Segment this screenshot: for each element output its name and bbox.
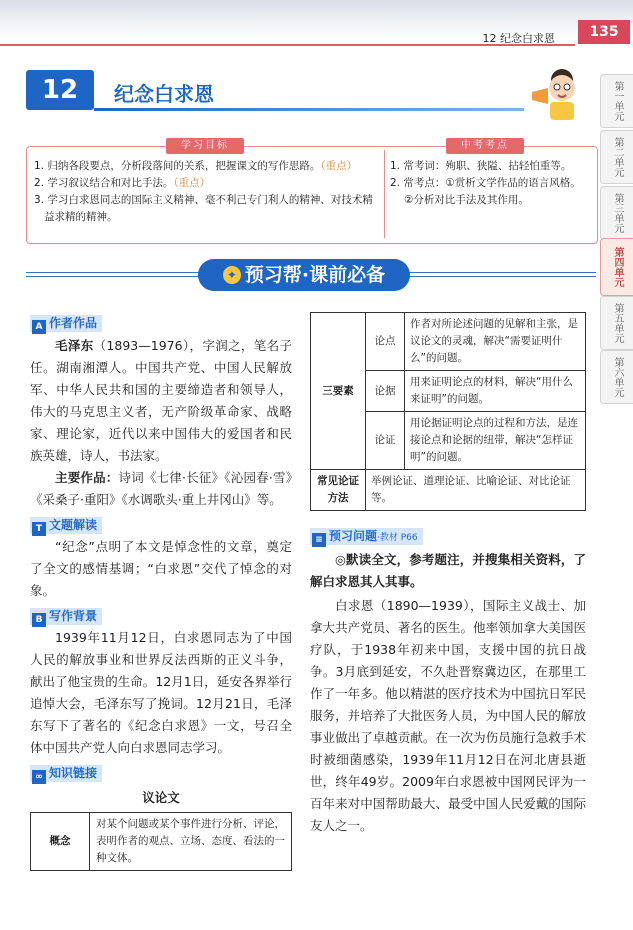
bar-chart-icon: ≡	[312, 533, 326, 547]
three-elements-label: 三要素	[311, 313, 366, 470]
learning-goal-item: 3. 学习白求恩同志的国际主义精神、毫不利己专门利人的精神、对技术精益求精的精神。	[34, 194, 373, 223]
right-column	[310, 312, 586, 837]
exam-points-list	[390, 158, 590, 209]
preview-banner	[198, 259, 410, 291]
author-section-title: A 作者作品	[30, 315, 102, 332]
title-interpretation-section-title: T 文题解读	[30, 517, 102, 534]
title-underline	[94, 108, 524, 111]
tab-unit-6[interactable]: 第六单元	[600, 350, 633, 404]
definition-label: 概念	[31, 813, 90, 871]
knowledge-section-title: ∞ 知识链接	[30, 765, 102, 782]
exam-point-item: 2. 常考点：①赏析文学作品的语言风格。	[390, 177, 581, 189]
author-paragraph: 毛泽东（1893—1976），字润之，笔名子任。湖南湘潭人。中国共产党、中国人民解放军、中华人民共和国的主要缔造者和领导人，伟大的马克思主义者，无产阶级革命家、战略家、理论家，近代以来中国伟大的爱国者和民族英雄，诗人，书法家。	[30, 338, 292, 463]
element-description: 用论据证明论点的过程和方法，是连接论点和论据的纽带，解决“怎样证明”的问题。	[405, 412, 586, 470]
running-title: 12 纪念白求恩	[482, 32, 555, 45]
tab-unit-5[interactable]: 第五单元	[600, 296, 633, 350]
answer-paragraph: 白求恩（1890—1939），国际主义战士、加拿大共产党员、著名的医生。他率领加拿大美国医疗队，于1938年初来中国，支援中国的抗日战争。3月底到延安，不久赴晋察冀边区，在那里工作了一年多。他以精湛的医疗技术为中国抗日军民服务，并培养了大批医务人员，为中国人民的解放事业做出了卓越贡献。在一次为伤员施行急救手术时被细菌感染，1939年11月12日在河北唐县逝世，终年49岁。2009年白求恩被中国网民评为一百年来对中国帮助最大、最受中国人民爱戴的国际友人之一。	[310, 598, 586, 833]
learning-goals-list	[34, 158, 380, 226]
question-section-title: ≡ 预习问题·教材 P66	[310, 525, 586, 545]
learning-goals-badge: 学习目标	[166, 138, 244, 154]
section-icon: B	[32, 613, 46, 627]
tab-unit-2[interactable]: 第二单元	[600, 130, 633, 184]
section-icon: A	[32, 320, 46, 334]
essay-elements-table	[310, 312, 586, 511]
mascot-illustration	[528, 62, 590, 124]
objectives-divider	[384, 150, 385, 238]
tab-unit-1[interactable]: 第一单元	[600, 74, 633, 128]
page-number: 135	[578, 20, 630, 44]
element-description: 作者对所论述问题的见解和主张，是议论文的灵魂，解决“需要证明什么”的问题。	[405, 313, 586, 371]
background-section-title: B 写作背景	[30, 608, 102, 625]
lesson-number: 12	[26, 70, 94, 110]
exam-point-item: ②分析对比手法及其作用。	[404, 194, 529, 206]
tab-unit-4[interactable]: 第四单元	[600, 238, 633, 296]
works-paragraph: 主要作品：诗词《七律·长征》《沁园春·雪》《采桑子·重阳》《水调歌头·重上井冈山》等。	[30, 470, 292, 507]
lightbulb-icon: ✦	[223, 266, 241, 284]
exam-point-item: 1. 常考词：殉职、狭隘、拈轻怕重等。	[390, 160, 572, 172]
learning-goal-item: 1. 归纳各段要点，分析段落间的关系，把握课文的写作思路。（重点）	[34, 160, 358, 172]
preview-banner-label: 预习帮·课前必备	[244, 264, 386, 286]
left-column	[30, 312, 292, 871]
tab-unit-3[interactable]: 第三单元	[600, 186, 633, 240]
section-icon: T	[32, 522, 46, 536]
definition-text: 对某个问题或某个事件进行分析、评论，表明作者的观点、立场、态度、看法的一种文体。	[90, 813, 292, 871]
element-name: 论证	[366, 412, 405, 470]
lesson-title: 纪念白求恩	[114, 82, 214, 106]
knowledge-subtitle: 议论文	[142, 790, 180, 805]
definition-table	[30, 812, 292, 871]
methods-text: 举例论证、道理论证、比喻论证、对比论证等。	[366, 470, 586, 511]
background-paragraph: 1939年11月12日，白求恩同志为了中国人民的解放事业和世界反法西斯的正义斗争，献出了他宝贵的生命。12月1日，延安各界举行追悼大会，毛泽东写了挽词。12月21日，毛泽东写下了著名的《纪念白求恩》一文，号召全体中国共产党人向白求恩同志学习。	[30, 630, 292, 755]
methods-label: 常见论证方法	[311, 470, 366, 511]
element-name: 论点	[366, 313, 405, 371]
exam-points-badge: 中考考点	[446, 138, 524, 154]
element-description: 用来证明论点的材料，解决“用什么来证明”的问题。	[405, 371, 586, 412]
element-name: 论据	[366, 371, 405, 412]
title-interpretation-paragraph: “纪念”点明了本文是悼念性的文章，奠定了全文的感情基调；“白求恩”交代了悼念的对象。	[30, 539, 292, 598]
link-icon: ∞	[32, 770, 46, 784]
question-prompt: ◎默读全文，参考题注，并搜集相关资料，了解白求恩其人其事。	[310, 552, 586, 589]
learning-goal-item: 2. 学习叙议结合和对比手法。（重点）	[34, 177, 211, 189]
